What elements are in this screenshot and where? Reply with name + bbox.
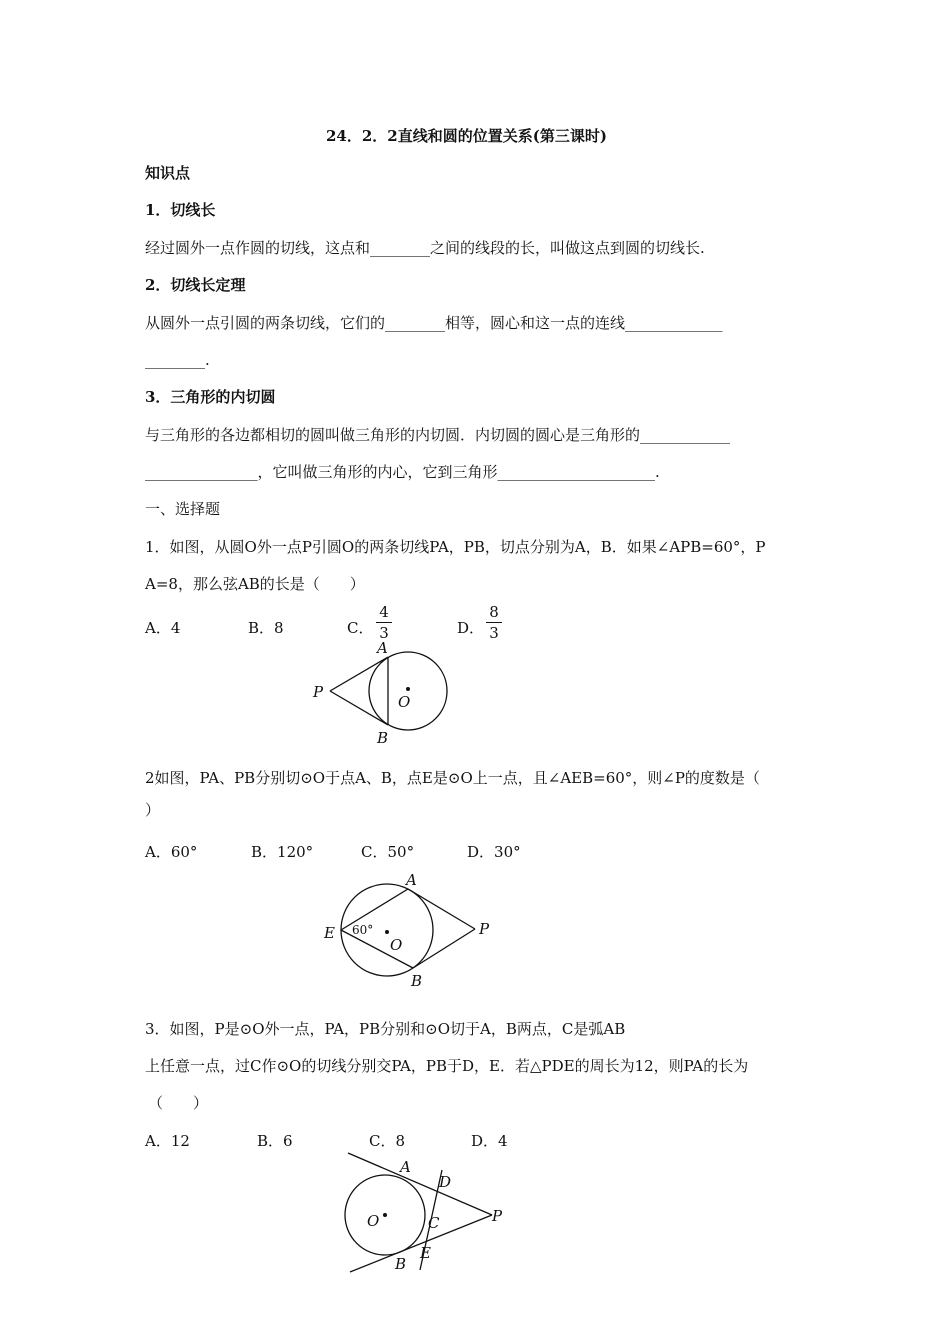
q1-label-b: B [377, 729, 389, 747]
q3-line1: 3．如图，P是⊙O外一点，PA，PB分别和⊙O切于A，B两点，C是弧AB [145, 1020, 626, 1038]
q3-figure [340, 1148, 520, 1278]
q2-option-b: B．120° [251, 843, 314, 861]
q1-figure [300, 635, 460, 750]
k1-heading: 1．切线长 [145, 201, 216, 219]
q3-option-b: B．6 [257, 1132, 293, 1150]
k3-heading: 3．三角形的内切圆 [145, 388, 276, 406]
q3-label-c: C [428, 1214, 440, 1232]
k2-line1: 从圆外一点引圆的两条切线，它们的________相等，圆心和这一点的连线_____________ [145, 314, 723, 332]
q1-option-c-denominator: 3 [379, 624, 389, 642]
q3-option-c: C．8 [369, 1132, 406, 1150]
k3-line1: 与三角形的各边都相切的圆叫做三角形的内切圆．内切圆的圆心是三角形的____________ [145, 426, 731, 444]
q1-option-c-label: C． [347, 619, 374, 637]
k1-text: 经过圆外一点作圆的切线，这点和________之间的线段的长，叫做这点到圆的切线长. [145, 239, 705, 257]
q2-figure [320, 868, 500, 993]
q1-label-a: A [377, 639, 388, 657]
q1-line2: A=8，那么弦AB的长是（ ） [145, 575, 365, 593]
section-heading: 一、选择题 [145, 500, 221, 518]
q1-option-c-numerator: 4 [379, 603, 389, 621]
q2-line1: 2如图，PA、PB分别切⊙O于点A、B，点E是⊙O上一点，且∠AEB=60°，则∠P的度数是（ [145, 769, 760, 787]
q1-option-a: A．4 [145, 619, 181, 637]
q1-line1: 1．如图，从圆O外一点P引圆O的两条切线PA，PB，切点分别为A，B．如果∠APB=60°，P [145, 538, 766, 556]
q2-angle-label: 60° [352, 923, 374, 937]
q3-label-d: D [439, 1173, 452, 1191]
k2-heading: 2．切线长定理 [145, 276, 246, 294]
q3-label-e: E [420, 1244, 431, 1262]
q1-label-o: O [398, 693, 411, 711]
q1-label-p: P [313, 683, 324, 701]
q2-label-a: A [406, 871, 417, 889]
q3-line2: 上任意一点，过C作⊙O的切线分别交PA，PB于D，E．若△PDE的周长为12，则PA的长为 [145, 1057, 749, 1075]
q2-label-b: B [411, 972, 423, 990]
q1-option-d-denominator: 3 [489, 624, 499, 642]
k3-line2: _______________，它叫做三角形的内心，它到三角形_____________________. [145, 463, 660, 481]
q3-label-a: A [400, 1158, 411, 1176]
q2-option-d: D．30° [467, 843, 521, 861]
q1-option-d-fraction [486, 603, 502, 642]
page-title: 24．2．2直线和圆的位置关系(第三课时) [326, 127, 607, 145]
q2-label-p: P [479, 920, 490, 938]
k2-line2: ________. [145, 351, 210, 369]
q3-option-d: D．4 [471, 1132, 508, 1150]
q2-label-e: E [324, 924, 335, 942]
q1-option-d-label: D． [457, 619, 485, 637]
knowledge-heading: 知识点 [145, 164, 191, 182]
q2-label-o: O [390, 936, 403, 954]
q3-label-p: P [492, 1207, 503, 1225]
q3-label-b: B [395, 1255, 407, 1273]
q1-option-b: B．8 [248, 619, 284, 637]
q2-option-c: C．50° [361, 843, 415, 861]
q2-line2: ） [145, 801, 161, 819]
q3-line3: （ ） [148, 1094, 209, 1112]
q3-option-a: A．12 [145, 1132, 190, 1150]
q3-label-o: O [367, 1212, 380, 1230]
q1-option-d-numerator: 8 [489, 603, 499, 621]
q2-option-a: A．60° [145, 843, 198, 861]
